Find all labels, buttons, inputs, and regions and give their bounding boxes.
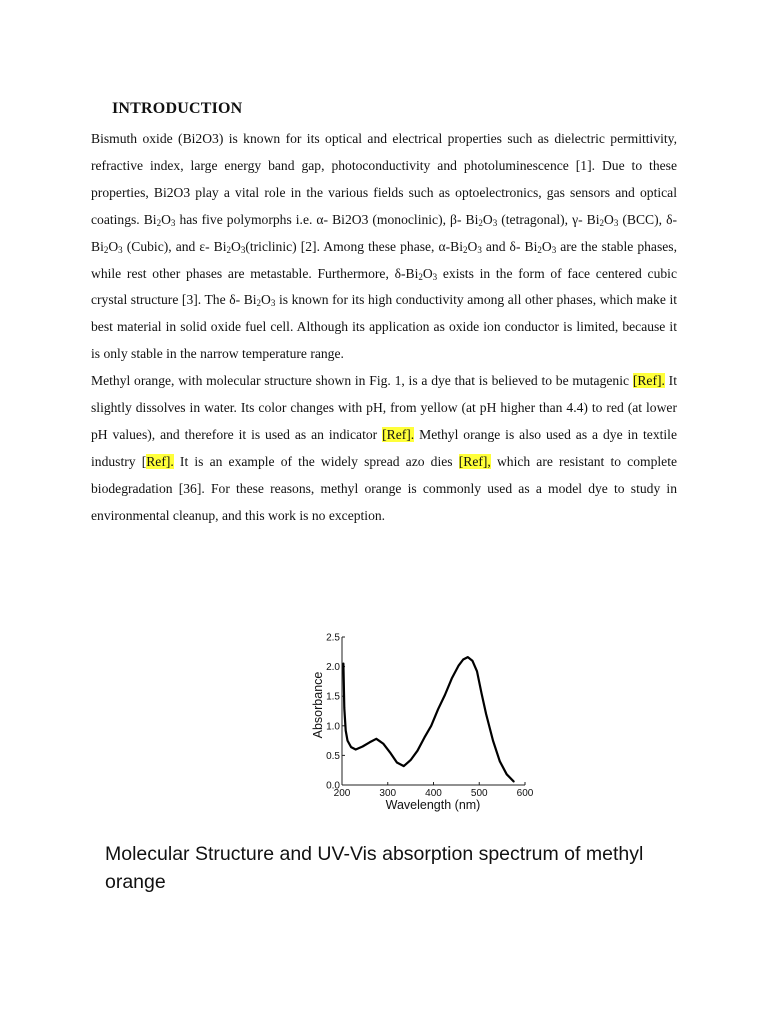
x-tick-label: 600 <box>516 788 534 799</box>
ref-highlight: [Ref], <box>458 453 491 469</box>
x-axis-label: Wavelength (nm) <box>385 798 481 812</box>
paragraph-methyl-orange: Methyl orange, with molecular structure shown in Fig. 1, is a dye that is believed to be mutagenic [Ref]. It slightly dissolves in water. Its color changes with pH, from yellow (at pH higher than 4.4) to red (at lower pH values), and therefore it is used as an indicator [Ref]. Methyl orange is also used as a dye in textile industry [Ref]. It is an example of the widely spread azo dies [Ref], which are resistant to complete biodegradation [36]. For these reasons, methyl orange is commonly used as a model dye to study in environmental cleanup, and this work is no exception. <box>91 373 678 523</box>
paragraph-bismuth-oxide: Bismuth oxide (Bi2O3) is known for its optical and electrical properties such as dielectric permittivity, refractive index, large energy band gap, photoconductivity and photoluminescence [1]. Due to these properties, Bi2O3 play a vital role in the various fields such as optoelectronics, gas sensors and optical coatings. $Bi_2O_3$ has five polymorphs i.e. α- Bi2O3 (monoclinic), β- $Bi_2O_3$ (tetragonal), γ- $Bi_2O_3$ (BCC), δ- $Bi_2O_3$ (Cubic), and ε- $Bi_2O_3(triclinic)$ [2]. Among these phase, $\alpha-Bi_2O_3$ and δ- $Bi_2O_3$ are the stable phases, while rest other phases are metastable. Furthermore, $\delta-Bi_2O_3$ exists in the form of face centered cubic crystal structure [3]. The δ- $Bi_2O_3$ is known for its high conductivity among all other phases, which make it best material in solid oxide fuel cell. Although its application as oxide ion conductor is limited, because it is only stable in the narrow temperature range. <box>91 131 678 362</box>
x-tick-label: 400 <box>425 788 442 799</box>
y-tick-label: 0.0 <box>326 780 340 792</box>
y-tick-label: 1.5 <box>326 691 340 703</box>
ref-highlight: [Ref]. <box>382 426 415 442</box>
x-tick-label: 200 <box>333 788 351 799</box>
absorbance-series-line <box>343 657 513 781</box>
uv-vis-chart-svg <box>300 625 545 815</box>
y-tick-label: 0.5 <box>326 750 340 762</box>
chart-series <box>343 657 513 781</box>
uv-vis-chart <box>300 625 545 815</box>
section-heading: INTRODUCTION <box>112 100 243 117</box>
ref-highlight: Ref]. <box>146 453 174 469</box>
x-tick-label: 300 <box>379 788 397 799</box>
body-text <box>91 126 677 530</box>
y-tick-label: 1.0 <box>326 721 340 733</box>
y-tick-label: 2.0 <box>326 662 340 674</box>
x-tick-label: 500 <box>470 788 488 799</box>
ref-highlight: [Ref]. <box>632 373 665 389</box>
figure-caption: Molecular Structure and UV-Vis absorption spectrum of methyl orange <box>105 843 644 893</box>
chart-ticks <box>326 633 534 800</box>
y-tick-label: 2.5 <box>326 632 340 644</box>
chart-axes <box>342 637 525 785</box>
y-axis-label: Absorbance <box>311 671 325 739</box>
